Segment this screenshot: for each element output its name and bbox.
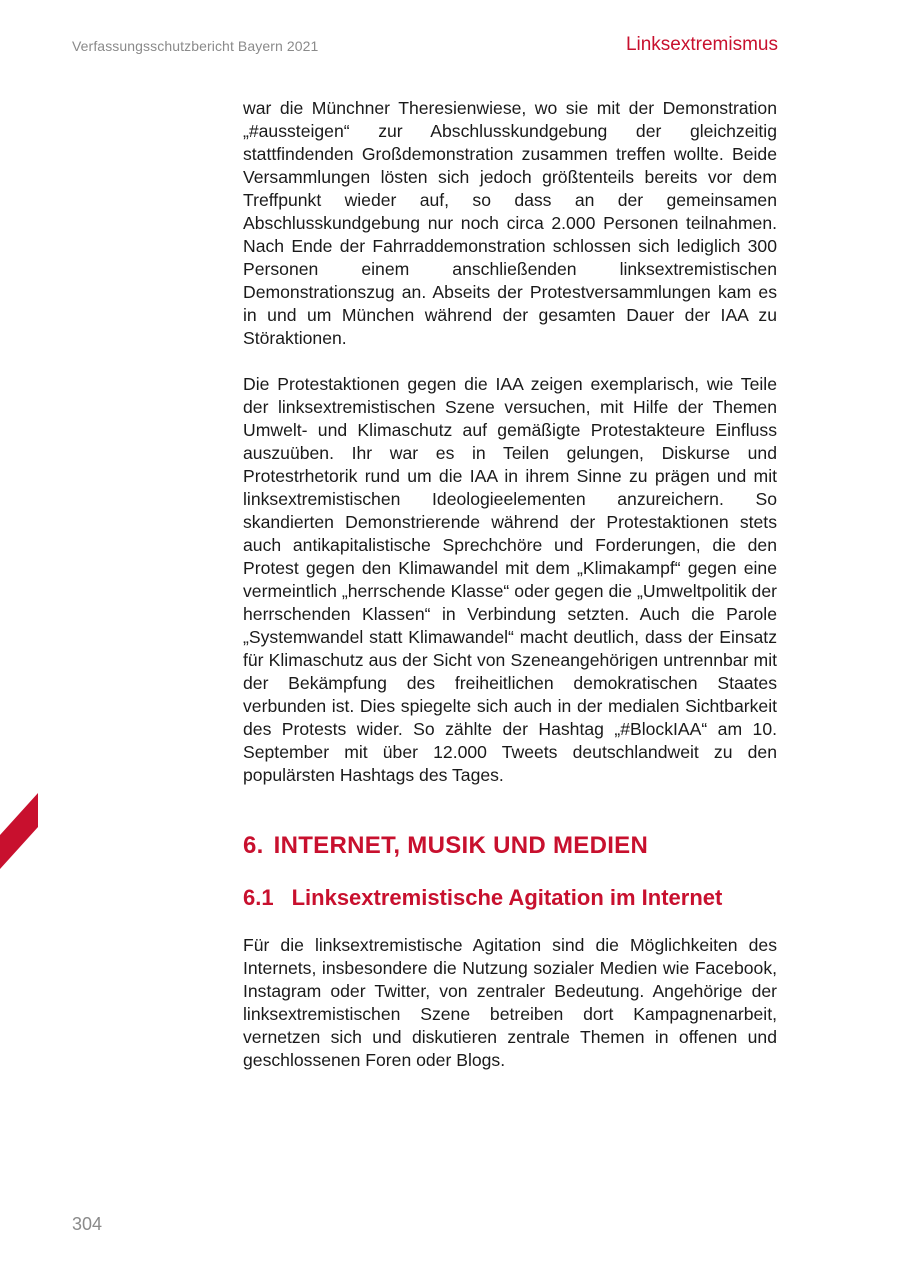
section-title: INTERNET, MUSIK UND MEDIEN bbox=[273, 832, 649, 859]
page-number: 304 bbox=[72, 1214, 103, 1234]
subsection-number: 6.1 bbox=[243, 885, 274, 910]
section-heading bbox=[243, 831, 777, 861]
main-content bbox=[243, 97, 777, 1072]
body-paragraph: Für die linksextremistische Agitation sind die Möglichkeiten des Internets, insbesondere die Nutzung sozialer Medien wie Facebook, Instagram oder Twitter, von zentraler Bedeutung. Angehörige der linksextremistischen Szene betreiben dort Kampagnenarbeit, vernetzen sich und diskutieren zentrale Themen in offenen und geschlossenen Foren oder Blogs. bbox=[243, 935, 777, 1070]
running-header-chapter: Linksextremismus bbox=[625, 34, 778, 55]
body-paragraph: war die Münchner Theresienwiese, wo sie mit der Demonstration „#aussteigen“ zur Abschlusskundgebung der gleichzeitig stattfindenden Großdemonstration zusammen treffen wollte. Beide Versammlungen lösten sich jedoch größtenteils bereits vor dem Treffpunkt wieder auf, so dass an der gemeinsamen Abschlusskundgebung nur noch circa 2.000 Personen teilnahmen. Nach Ende der Fahrraddemonstration schlossen sich lediglich 300 Personen einem anschließenden linksextremistischen Demonstrationszug an. Abseits der Protestversammlungen kam es in und um München während der gesamten Dauer der IAA zu Störaktionen. bbox=[243, 98, 777, 348]
subsection-heading bbox=[243, 883, 777, 913]
chapter-marker-shape bbox=[0, 793, 38, 869]
running-header-title: Verfassungsschutzbericht Bayern 2021 bbox=[72, 38, 319, 54]
section-number: 6. bbox=[243, 832, 264, 859]
body-paragraph: Die Protestaktionen gegen die IAA zeigen exemplarisch, wie Teile der linksextremistischen Szene versuchen, mit Hilfe der Themen Umwelt- und Klimaschutz auf gemäßigte Protestakteure Einfluss auszuüben. Ihr war es in Teilen gelungen, Diskurse und Protestrhetorik rund um die IAA in ihrem Sinne zu prägen und mit linksextremistischen Ideologieelementen anzureichern. So skandierten Demonstrierende während der Protestaktionen stets auch antikapitalistische Sprechchöre und Forderungen, die den Protest gegen den Klimawandel mit dem „Klimakampf“ gegen eine vermeintlich „herrschende Klasse“ oder gegen die „Umweltpolitik der herrschenden Klassen“ in Verbindung setzten. Auch die Parole „Systemwandel statt Klimawandel“ macht deutlich, dass der Einsatz für Klimaschutz aus der Sicht von Szeneangehörigen untrennbar mit der Bekämpfung des freiheitlichen demokratischen Staates verbunden ist. Dies spiegelte sich auch in der medialen Sichtbarkeit des Protests wider. So zählte der Hashtag „#BlockIAA“ am 10. September mit über 12.000 Tweets deutschlandweit zu den populärsten Hashtags des Tages. bbox=[243, 374, 777, 785]
subsection-title: Linksextremistische Agitation im Internet bbox=[291, 885, 723, 910]
